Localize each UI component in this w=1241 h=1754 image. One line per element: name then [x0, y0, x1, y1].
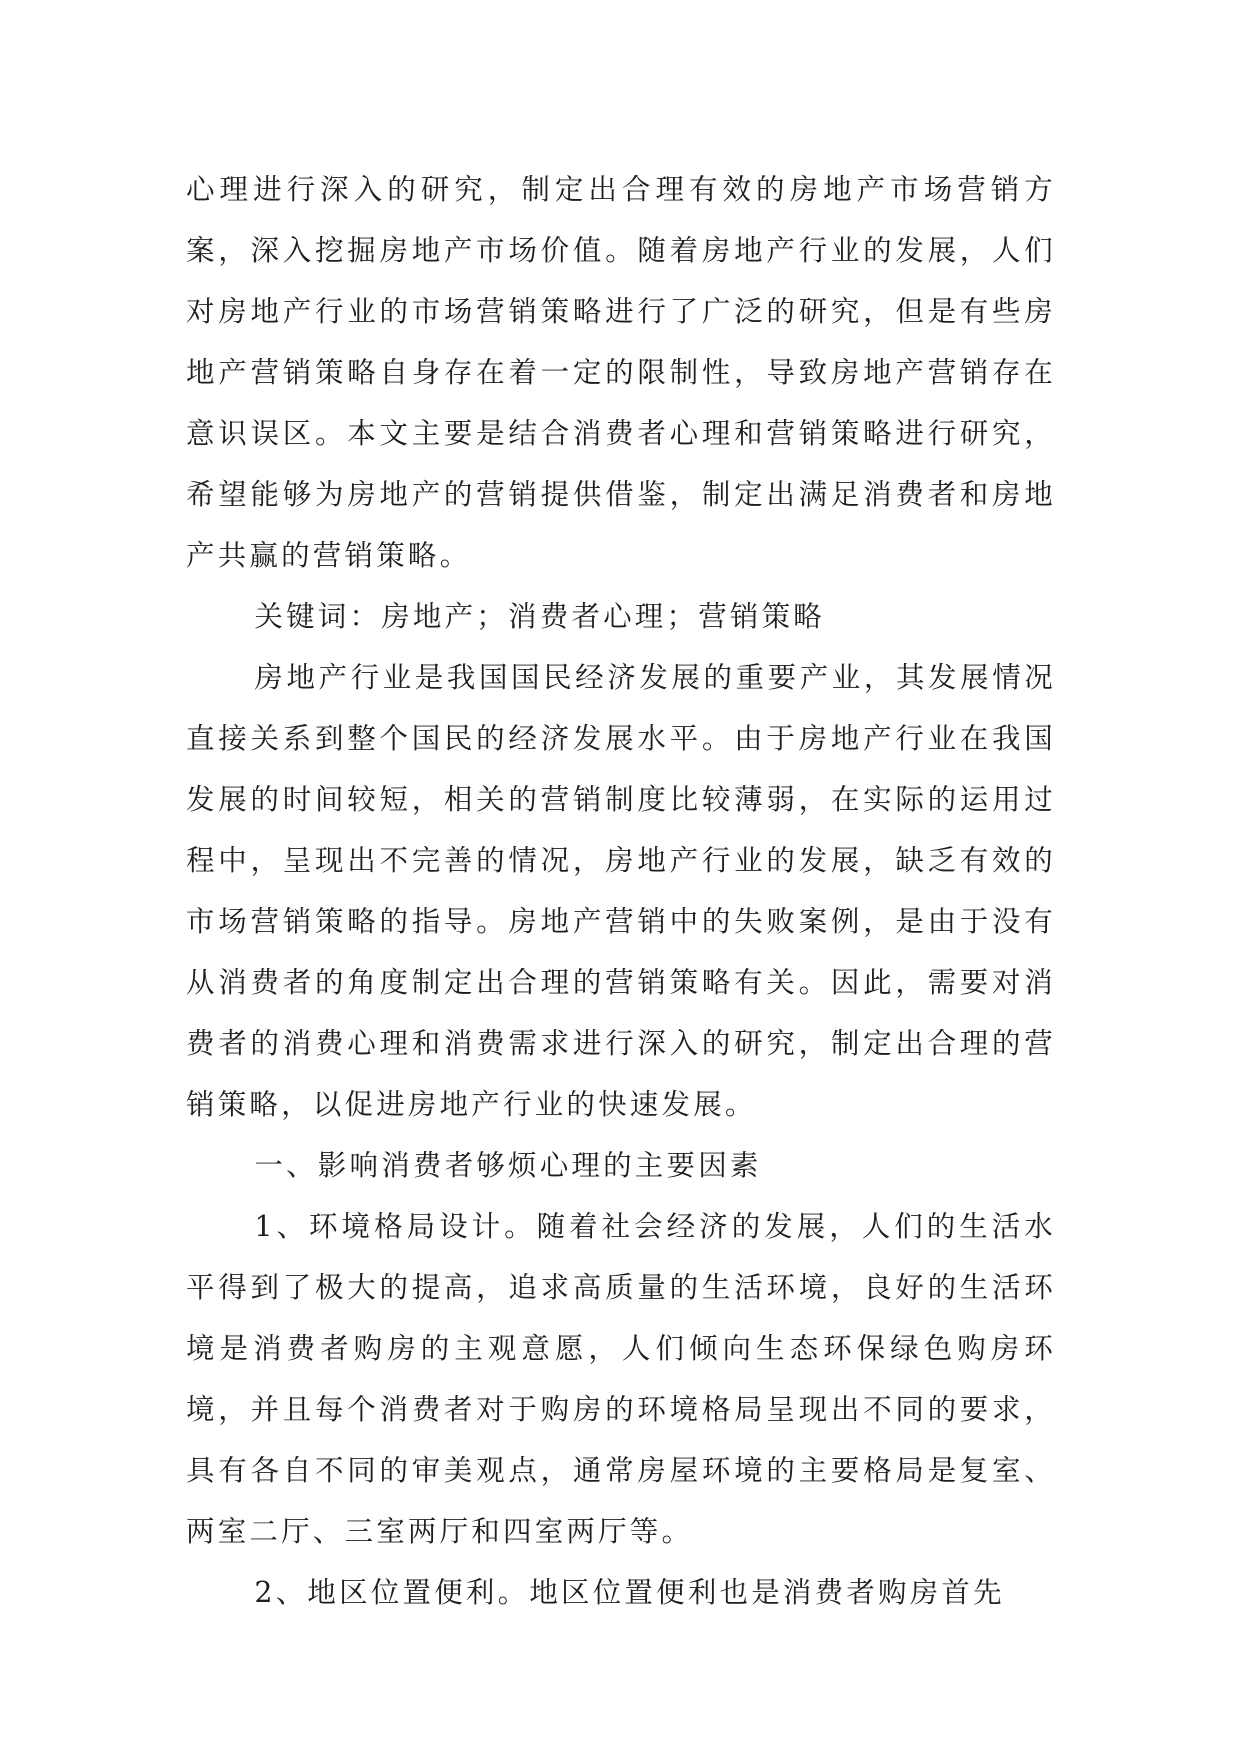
paragraph-abstract-continuation: 心理进行深入的研究，制定出合理有效的房地产市场营销方案，深入挖掘房地产市场价值。随着房地产行业的发展，人们对房地产行业的市场营销策略进行了广泛的研究，但是有些房地产营销策略自身存在着一定的限制性，导致房地产营销存在意识误区。本文主要是结合消费者心理和营销策略进行研究，希望能够为房地产的营销提供借鉴，制定出满足消费者和房地产共赢的营销策略。 [186, 173, 1056, 572]
paragraph-keywords: 关键词：房地产；消费者心理；营销策略 [254, 600, 825, 633]
paragraph-introduction: 房地产行业是我国国民经济发展的重要产业，其发展情况直接关系到整个国民的经济发展水平。由于房地产行业在我国发展的时间较短，相关的营销制度比较薄弱，在实际的运用过程中，呈现出不完善的情况，房地产行业的发展，缺乏有效的市场营销策略的指导。房地产营销中的失败案例，是由于没有从消费者的角度制定出合理的营销策略有关。因此，需要对消费者的消费心理和消费需求进行深入的研究，制定出合理的营销策略，以促进房地产行业的快速发展。 [186, 661, 1056, 1121]
paragraph-point-2: 2、地区位置便利。地区位置便利也是消费者购房首先 [254, 1576, 1005, 1609]
body-text [186, 159, 1056, 1623]
section-heading: 一、影响消费者够烦心理的主要因素 [254, 1149, 762, 1182]
paragraph-point-1: 1、环境格局设计。随着社会经济的发展，人们的生活水平得到了极大的提高，追求高质量的生活环境，良好的生活环境是消费者购房的主观意愿，人们倾向生态环保绿色购房环境，并且每个消费者对于购房的环境格局呈现出不同的要求，具有各自不同的审美观点，通常房屋环境的主要格局是复室、两室二厅、三室两厅和四室两厅等。 [186, 1210, 1056, 1548]
